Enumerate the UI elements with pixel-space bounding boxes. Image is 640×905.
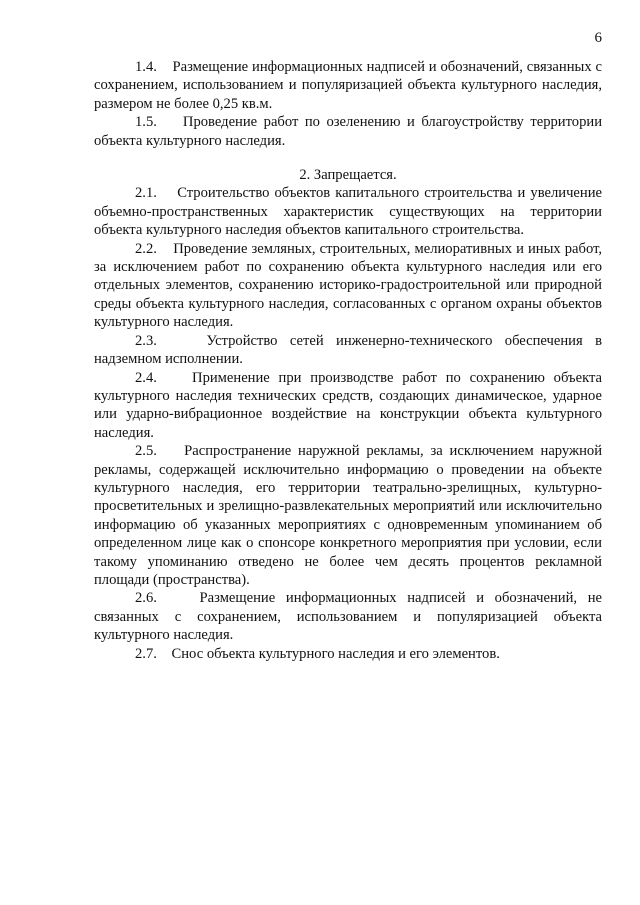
paragraph-text: Строительство объектов капитального строительства и увеличение объемно-пространственных характеристик существующих на территории объекта культурного наследия объектов капитального строительства. [94,185,602,239]
paragraph-number: 2.2. [135,240,157,257]
paragraph-2-1 [94,184,602,239]
section-heading: 2. Запрещается. [299,167,397,184]
document-body [94,58,602,663]
paragraph-1-4 [94,58,602,113]
paragraph-2-6 [94,589,602,644]
paragraph-2-5 [94,442,602,589]
paragraph-number: 2.4. [135,369,157,386]
paragraph-number: 1.5. [135,114,157,131]
paragraph-number: 2.3. [135,332,157,349]
paragraph-number: 2.5. [135,443,157,460]
paragraph-2-3 [94,332,602,369]
paragraph-text: Размещение информационных надписей и обозначений, связанных с сохранением, использованием и популяризацией объекта культурного наследия, размером не более 0,25 кв.м. [94,59,602,112]
paragraph-number: 2.7. [135,645,157,662]
paragraph-number: 1.4. [135,59,157,75]
paragraph-1-5 [94,113,602,150]
paragraph-number: 2.6. [135,590,157,607]
paragraph-text: Снос объекта культурного наследия и его элементов. [171,645,500,662]
paragraph-text: Проведение работ по озеленению и благоустройству территории объекта культурного наследия. [94,114,602,149]
paragraph-2-4 [94,369,602,443]
paragraph-text: Распространение наружной рекламы, за исключением наружной рекламы, содержащей исключительно информацию о проведении на объекте культурного наследия, его территории театрально-зрелищных, культурно-просветительных и зрелищно-развлекательных мероприятий или исключительно информацию об указанных мероприятиях с одновременным упоминанием об определенном лице как о спонсоре конкретного мероприятия при условии, если такому упоминанию отведено не более чем десять процентов рекламной площади (пространства). [94,443,602,588]
paragraph-number: 2.1. [135,185,157,202]
paragraph-text: Проведение земляных, строительных, мелиоративных и иных работ, за исключением работ по сохранению объекта культурного наследия или его отдельных элементов, сохранению историко-градостроительной или природной среды объекта культурного наследия, согласованных с органом охраны объектов культурного наследия. [94,240,602,331]
paragraph-2-7 [94,645,602,663]
paragraph-text: Применение при производстве работ по сохранению объекта культурного наследия технических средств, создающих динамическое, ударное или ударно-вибрационное воздействие на конструкции объекта культурного наследия. [94,369,602,441]
paragraph-2-2 [94,240,602,332]
paragraph-text: Устройство сетей инженерно-технического обеспечения в надземном исполнении. [94,332,602,368]
paragraph-text: Размещение информационных надписей и обозначений, не связанных с сохранением, использованием и популяризацией объекта культурного наследия. [94,590,602,644]
page-number: 6 [594,30,602,46]
